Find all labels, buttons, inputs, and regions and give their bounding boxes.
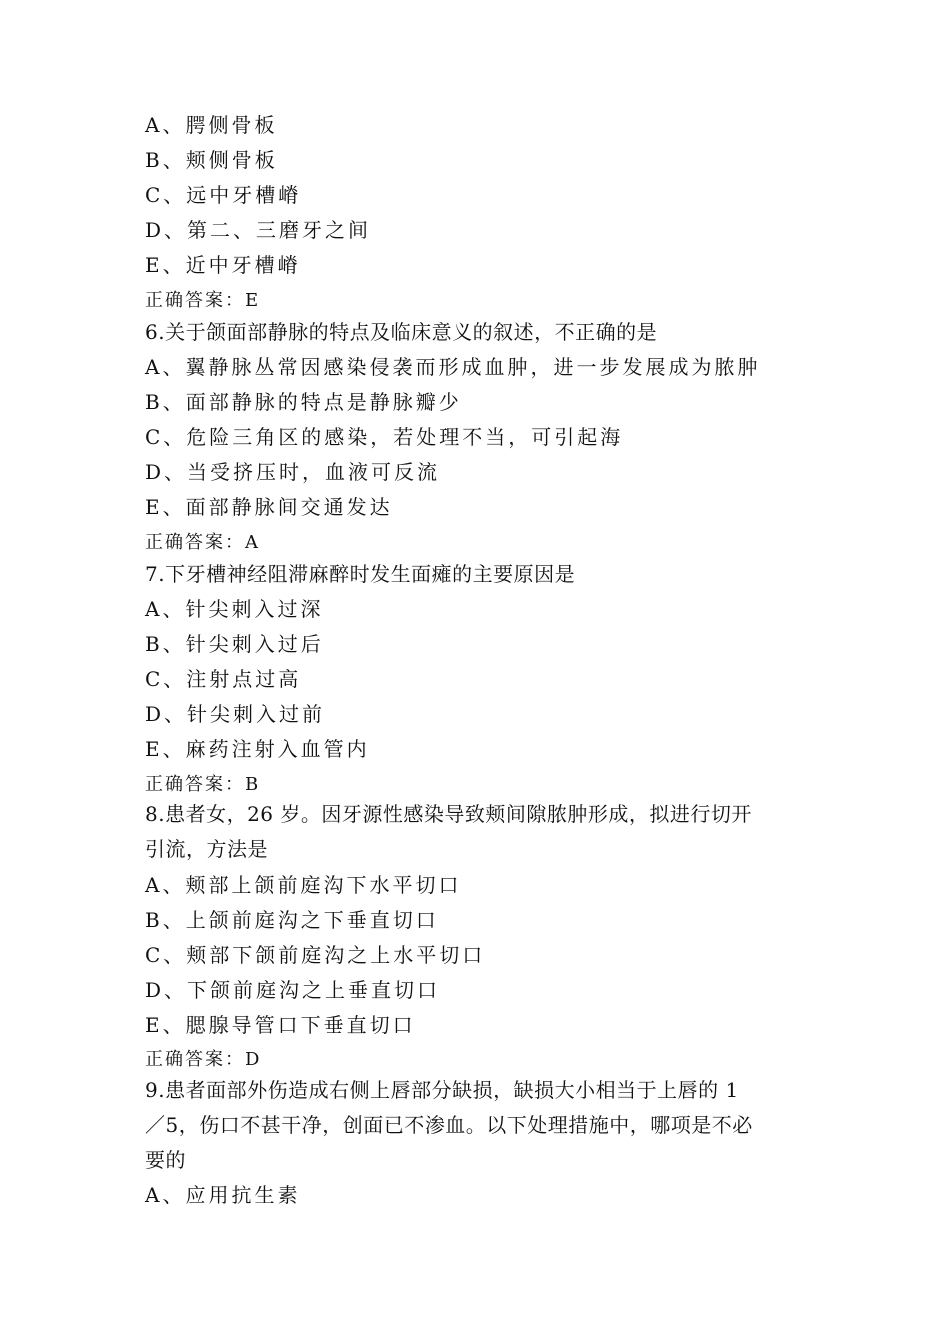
- option-line: E、近中牙槽嵴: [145, 253, 301, 277]
- question-line: 引流，方法是: [145, 837, 268, 861]
- option-line: A、腭侧骨板: [145, 113, 278, 137]
- option-line: C、远中牙槽嵴: [145, 183, 302, 207]
- answer-line: 正确答案：E: [145, 290, 261, 311]
- option-line: D、下颌前庭沟之上垂直切口: [145, 978, 441, 1002]
- option-line: E、面部静脉间交通发达: [145, 495, 393, 519]
- answer-line: 正确答案：D: [145, 1049, 262, 1070]
- answer-line: 正确答案：A: [145, 532, 260, 553]
- option-line: D、针尖刺入过前: [145, 702, 326, 726]
- question-line: ／5，伤口不甚干净，创面已不渗血。以下处理措施中，哪项是不必: [145, 1113, 753, 1137]
- question-line: 9.患者面部外伤造成右侧上唇部分缺损，缺损大小相当于上唇的 1: [145, 1078, 739, 1102]
- option-line: A、颊部上颌前庭沟下水平切口: [145, 873, 462, 897]
- option-line: A、针尖刺入过深: [145, 597, 324, 621]
- option-line: A、应用抗生素: [145, 1183, 301, 1207]
- option-line: C、危险三角区的感染，若处理不当，可引起海: [145, 425, 624, 449]
- question-line: 7.下牙槽神经阻滞麻醉时发生面瘫的主要原因是: [145, 562, 576, 586]
- option-line: D、第二、三磨牙之间: [145, 218, 372, 242]
- option-line: B、针尖刺入过后: [145, 632, 324, 656]
- question-line: 6.关于颌面部静脉的特点及临床意义的叙述，不正确的是: [145, 320, 658, 344]
- option-line: A、翼静脉丛常因感染侵袭而形成血肿，进一步发展成为脓肿: [145, 355, 761, 379]
- option-line: B、面部静脉的特点是静脉瓣少: [145, 390, 462, 414]
- answer-line: 正确答案：B: [145, 774, 261, 795]
- option-line: E、腮腺导管口下垂直切口: [145, 1013, 416, 1037]
- option-line: B、颊侧骨板: [145, 148, 278, 172]
- option-line: C、颊部下颌前庭沟之上水平切口: [145, 943, 486, 967]
- option-line: B、上颌前庭沟之下垂直切口: [145, 908, 439, 932]
- question-line: 要的: [145, 1148, 186, 1172]
- option-line: D、当受挤压时，血液可反流: [145, 460, 441, 484]
- option-line: E、麻药注射入血管内: [145, 737, 370, 761]
- question-line: 8.患者女，26 岁。因牙源性感染导致颊间隙脓肿形成，拟进行切开: [145, 802, 752, 826]
- option-line: C、注射点过高: [145, 667, 302, 691]
